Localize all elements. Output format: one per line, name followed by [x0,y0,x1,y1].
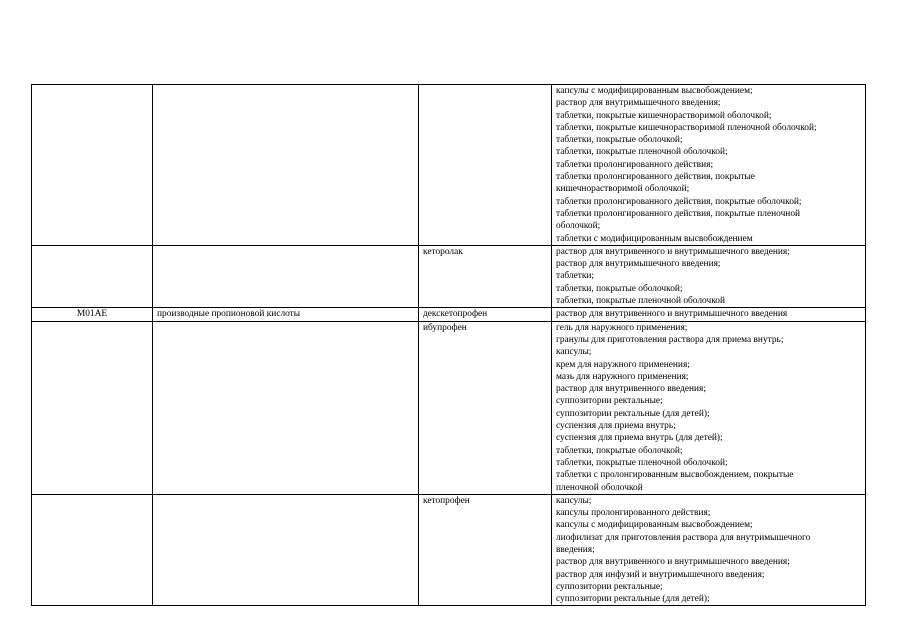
dosage-form-line: таблетки пролонгированного действия, покрытые оболочкой; [556,196,802,207]
drug-name-cell: декскетопрофен [419,308,552,321]
dosage-form-line: оболочкой; [556,221,601,232]
dosage-form-line: суппозитории ректальные; [556,581,663,592]
drug-name-cell: ибупрофен [419,321,552,494]
dosage-form-line: раствор для внутримышечного введения; [556,98,721,109]
dosage-form-line: таблетки, покрытые оболочкой; [556,283,683,294]
dosage-form-line: суппозитории ректальные; [556,396,663,407]
dosage-form-line: таблетки пролонгированного действия; [556,159,714,170]
table-body [32,85,866,606]
dosage-form-line: мазь для наружного применения; [556,371,689,382]
table-row [32,494,866,606]
dosage-form-line: суппозитории ректальные (для детей); [556,594,710,605]
atc-code-cell: M01AE [32,308,153,321]
dosage-form-line: таблетки пролонгированного действия, покрытые пленочной [556,208,801,219]
dosage-form-line: таблетки, покрытые оболочкой; [556,445,683,456]
dosage-form-line: капсулы пролонгированного действия; [556,508,711,519]
dosage-form-line: капсулы с модифицированным высвобождением; [556,86,753,96]
dosage-form-line: раствор для внутримышечного введения; [556,259,721,270]
dosage-form-line: таблетки с пролонгированным высвобождением, покрытые [556,470,794,481]
dosage-form-line: таблетки, покрытые пленочной оболочкой; [556,457,728,468]
dosage-form-line: суспензия для приема внутрь; [556,421,676,432]
dosage-form-line: таблетки, покрытые кишечнорастворимой оболочкой; [556,110,772,121]
dosage-form-line: таблетки, покрытые пленочной оболочкой [556,296,725,307]
drug-name-cell [419,85,552,246]
dosage-forms-cell [552,85,866,246]
dosage-form-line: таблетки, покрытые оболочкой; [556,135,683,146]
table-row [32,245,866,307]
dosage-form-line: введения; [556,544,595,555]
dosage-form-line: гранулы для приготовления раствора для приема внутрь; [556,334,784,345]
dosage-form-line: раствор для внутривенного введения; [556,384,706,395]
dosage-form-line: гель для наружного применения; [556,322,688,333]
dosage-form-line: таблетки, покрытые кишечнорастворимой пленочной оболочкой; [556,122,817,133]
dosage-form-line: капсулы; [556,347,592,358]
table-row [32,308,866,321]
dosage-form-line: суспензия для приема внутрь (для детей); [556,433,723,444]
atc-code-cell [32,85,153,246]
dosage-form-line: суппозитории ректальные (для детей); [556,408,710,419]
dosage-form-line: раствор для инфузий и внутримышечного введения; [556,569,765,580]
dosage-form-line: капсулы; [556,495,592,506]
atc-code-cell [32,245,153,307]
dosage-form-line: таблетки с модифицированным высвобождением [556,233,753,244]
group-cell [153,494,419,606]
group-cell [153,321,419,494]
dosage-form-line: таблетки пролонгированного действия, покрытые [556,172,755,183]
drug-table [31,84,866,606]
dosage-forms-cell [552,245,866,307]
table-row [32,85,866,246]
dosage-forms-cell [552,494,866,606]
dosage-form-line: таблетки, покрытые пленочной оболочкой; [556,147,728,158]
dosage-form-line: капсулы с модифицированным высвобождением; [556,520,753,531]
dosage-form-line: таблетки; [556,271,595,282]
dosage-form-line: крем для наружного применения; [556,359,690,370]
atc-code-cell [32,321,153,494]
group-cell [153,85,419,246]
dosage-form-line: раствор для внутривенного и внутримышечного введения; [556,246,790,257]
drug-name-cell: кеторолак [419,245,552,307]
atc-code-cell [32,494,153,606]
dosage-form-line: раствор для внутривенного и внутримышечного введения; [556,557,790,568]
dosage-form-line: пленочной оболочкой [556,482,643,493]
dosage-form-line: кишечнорастворимой оболочкой; [556,184,690,195]
drug-name-cell: кетопрофен [419,494,552,606]
dosage-forms-cell [552,308,866,321]
group-cell [153,245,419,307]
dosage-form-line: раствор для внутривенного и внутримышечного введения [556,309,788,320]
table-row [32,321,866,494]
group-cell: производные пропионовой кислоты [153,308,419,321]
dosage-forms-cell [552,321,866,494]
dosage-form-line: лиофилизат для приготовления раствора для внутримышечного [556,532,811,543]
